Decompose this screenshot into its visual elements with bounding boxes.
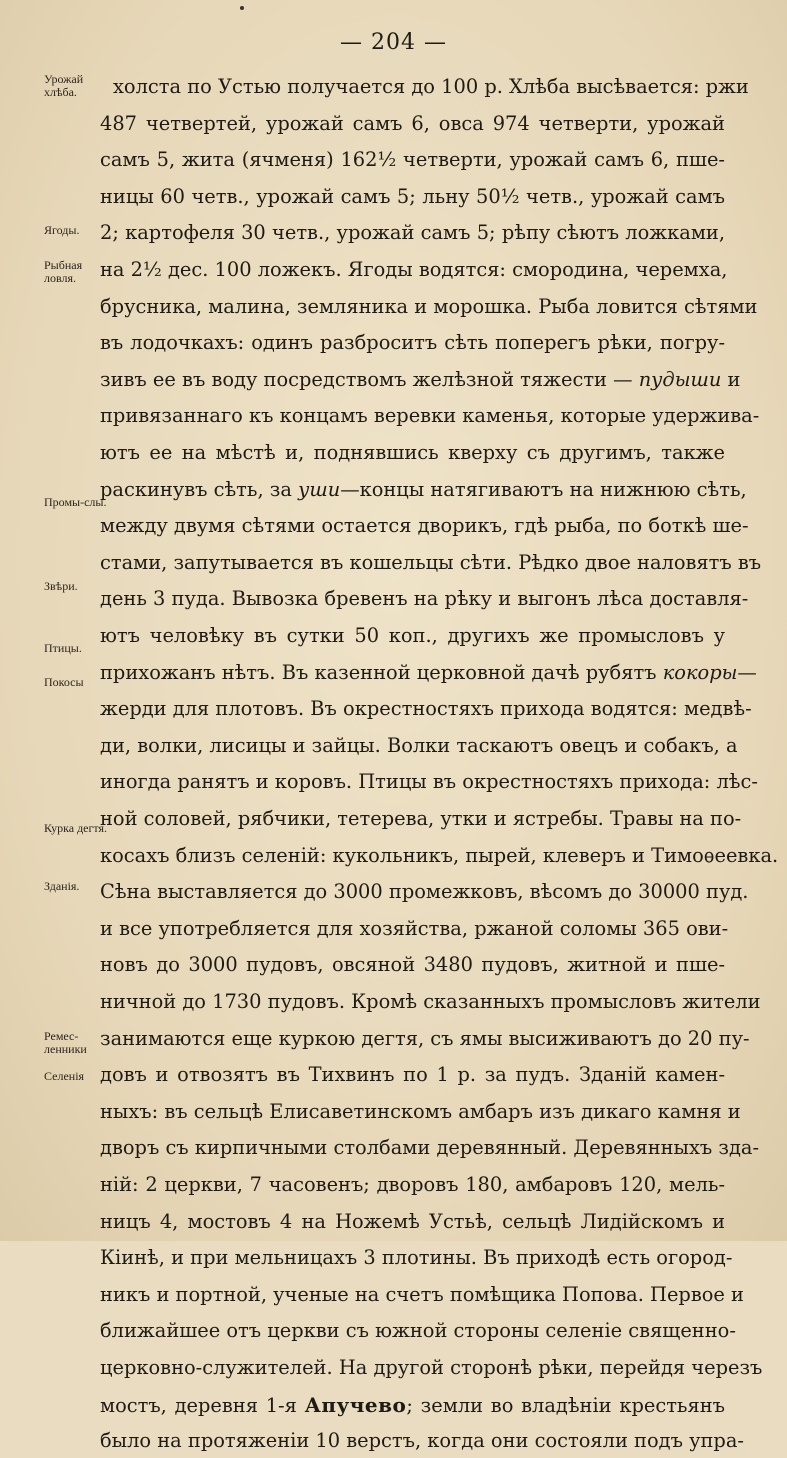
margin-note: Промы-слы. [44, 495, 107, 509]
italic-term: кокоры [662, 660, 738, 684]
margin-note: Урожай хлѣба. [44, 72, 84, 99]
text-line: довъ и отвозятъ въ Тихвинъ по 1 р. за пудъ. Зданій камен- [100, 1063, 725, 1087]
text-line: прихожанъ нѣтъ. Въ казенной церковной дачѣ рубятъ кокоры— [100, 660, 757, 684]
text-line: 2; картофеля 30 четв., урожай самъ 5; рѣпу сѣютъ ложками, [100, 221, 725, 245]
margin-note: Зданія. [44, 879, 80, 893]
text-line: Сѣна выставляется до 3000 промежковъ, вѣсомъ до 30000 пуд. [100, 880, 749, 904]
ink-speck [240, 6, 244, 10]
bold-term: Апучево [304, 1392, 407, 1417]
text-line: церковно-служителей. На другой сторонѣ рѣки, перейдя черезъ [100, 1356, 763, 1379]
text-line: между двумя сѣтями остается дворикъ, гдѣ рыба, по боткѣ ше- [100, 514, 749, 538]
margin-note: Ремес-ленники [44, 1029, 87, 1056]
text-line: ной соловей, рябчики, тетерева, утки и ястребы. Травы на по- [100, 807, 742, 830]
margin-note: Птицы. [44, 641, 82, 655]
text-line: жерди для плотовъ. Въ окрестностяхъ прихода водятся: медвѣ- [100, 697, 752, 721]
text-line: ныхъ: въ сельцѣ Елисаветинскомъ амбаръ изъ дикаго камня и [100, 1099, 741, 1123]
text-line: ютъ человѣку въ сутки 50 коп., другихъ же промысловъ у [100, 624, 725, 647]
text-line: 487 четвертей, урожай самъ 6, овса 974 четверти, урожай [100, 111, 725, 135]
margin-note: Курка дегтя. [44, 821, 108, 835]
italic-term: уши [298, 477, 341, 501]
text-line: Кіинѣ, и при мельницахъ 3 плотины. Въ приходѣ есть огород- [100, 1246, 733, 1270]
text-line: на 2½ дес. 100 ложекъ. Ягоды водятся: смородина, черемха, [100, 258, 728, 281]
text-line: брусника, малина, земляника и морошка. Рыба ловится сѣтями [100, 294, 758, 318]
text-line: раскинувъ сѣть, за уши—концы натягиваютъ на нижнюю сѣть, [100, 477, 747, 501]
margin-note: Покосы [44, 675, 84, 689]
text-line: было на протяженіи 10 верстъ, когда они состояли подъ упра- [100, 1429, 744, 1453]
text-line: зивъ ее въ воду посредствомъ желѣзной тяжести — пудыши и [100, 367, 741, 391]
text-line: занимаются еще куркою дегтя, съ ямы высиживаютъ до 20 пу- [100, 1026, 750, 1050]
text-line: мостъ, деревня 1-я Апучево; земли во владѣніи крестьянъ [100, 1392, 725, 1417]
margin-note: Ягоды. [44, 223, 80, 237]
text-line: самъ 5, жита (ячменя) 162½ четверти, урожай самъ 6, пше- [100, 148, 725, 172]
page-number: — 204 — [340, 30, 447, 55]
text-line: холста по Устью получается до 100 р. Хлѣба высѣвается: ржи [113, 75, 749, 98]
text-line: ній: 2 церкви, 7 часовенъ; дворовъ 180, амбаровъ 120, мель- [100, 1173, 725, 1196]
margin-note: Рыбная ловля. [44, 258, 83, 285]
margin-note: Селенія [44, 1069, 85, 1083]
text-line: косахъ близъ селеній: кукольникъ, пырей, клеверъ и Тимоѳеевка. [100, 843, 779, 867]
text-line: привязаннаго къ концамъ веревки каменья, которые удержива- [100, 404, 760, 428]
text-line: новъ до 3000 пудовъ, овсяной 3480 пудовъ, житной и пше- [100, 953, 725, 977]
margin-note: Звѣри. [44, 579, 78, 593]
text-line: ближайшее отъ церкви съ южной стороны селеніе священно- [100, 1319, 736, 1343]
text-line: ницъ 4, мостовъ 4 на Ножемѣ Устьѣ, сельцѣ Лидійскомъ и [100, 1209, 725, 1233]
text-line: никъ и портной, ученые на счетъ помѣщика Попова. Первое и [100, 1282, 744, 1306]
text-line: и все употребляется для хозяйства, ржаной соломы 365 ови- [100, 916, 729, 940]
text-line: иногда ранятъ и коровъ. Птицы въ окрестностяхъ прихода: лѣс- [100, 770, 758, 794]
text-line: день 3 пуда. Вывозка бревенъ на рѣку и выгонъ лѣса доставля- [100, 587, 749, 611]
text-line: въ лодочкахъ: одинъ разброситъ сѣть поперегъ рѣки, погру- [100, 331, 725, 355]
text-line: ничной до 1730 пудовъ. Кромѣ сказанныхъ промысловъ жители [100, 990, 761, 1013]
text-line: ницы 60 четв., урожай самъ 5; льну 50½ четв., урожай самъ [100, 184, 725, 208]
text-line: дворъ съ кирпичными столбами деревянный. Деревянныхъ зда- [100, 1136, 760, 1160]
text-line: стами, запутывается въ кошельцы сѣти. Рѣдко двое наловятъ въ [100, 550, 762, 574]
text-line: ютъ ее на мѣстѣ и, поднявшись кверху съ другимъ, также [100, 441, 725, 464]
text-line: ди, волки, лисицы и зайцы. Волки таскаютъ овецъ и собакъ, а [100, 733, 738, 757]
italic-term: пудыши [638, 367, 722, 391]
